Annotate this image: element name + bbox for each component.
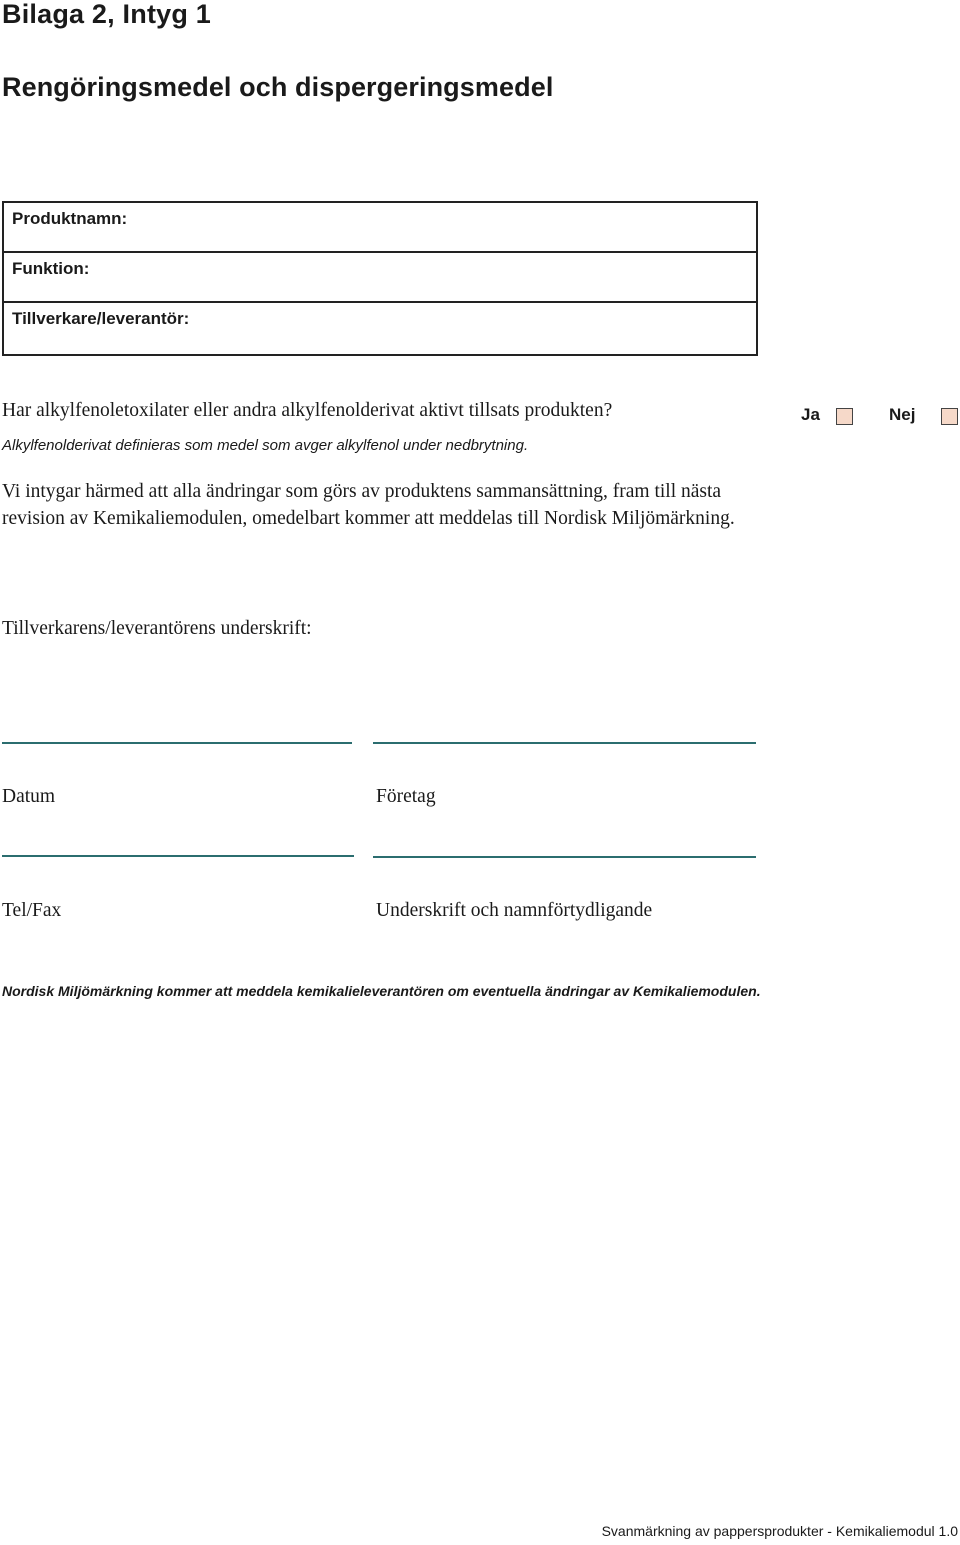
no-label: Nej — [889, 405, 916, 424]
date-label: Datum — [2, 786, 56, 807]
signature-line[interactable] — [373, 856, 756, 858]
phone-label: Tel/Fax — [2, 900, 62, 921]
phone-line[interactable] — [2, 855, 354, 857]
function-field[interactable] — [4, 253, 756, 303]
document-title: Bilaga 2, Intyg 1 — [2, 0, 211, 29]
page-footer: Svanmärkning av pappersprodukter - Kemikaliemodul 1.0 — [601, 1523, 958, 1539]
signature-section-title: Tillverkarens/leverantörens underskrift: — [2, 618, 312, 639]
question-text: Har alkylfenoletoxilater eller andra alkylfenolderivat aktivt tillsats produkten? — [2, 400, 613, 421]
manufacturer-field[interactable] — [4, 303, 756, 353]
company-line[interactable] — [373, 742, 756, 744]
product-info-table — [2, 201, 758, 356]
manufacturer-label: Tillverkare/leverantör: — [12, 309, 190, 328]
signature-name-label: Underskrift och namnförtydligande — [376, 900, 653, 921]
declaration-text: Vi intygar härmed att alla ändringar som görs av produktens sammansättning, fram till nästa revision av Kemikaliemodulen, omedelbart kommer att meddelas till Nordisk Miljömärkning. — [2, 481, 735, 529]
no-checkbox[interactable] — [941, 408, 958, 425]
footer-note: Nordisk Miljömärkning kommer att meddela kemikalieleverantören om eventuella ändringar av Kemikaliemodulen. — [2, 983, 761, 999]
function-label: Funktion: — [12, 259, 90, 278]
yes-label: Ja — [801, 405, 820, 424]
document-subtitle: Rengöringsmedel och dispergeringsmedel — [2, 72, 554, 102]
product-name-label: Produktnamn: — [12, 209, 128, 228]
company-label: Företag — [376, 786, 436, 807]
product-name-field[interactable] — [4, 203, 756, 253]
date-line[interactable] — [2, 742, 352, 744]
question-note: Alkylfenolderivat definieras som medel som avger alkylfenol under nedbrytning. — [2, 437, 529, 454]
yes-checkbox[interactable] — [836, 408, 853, 425]
